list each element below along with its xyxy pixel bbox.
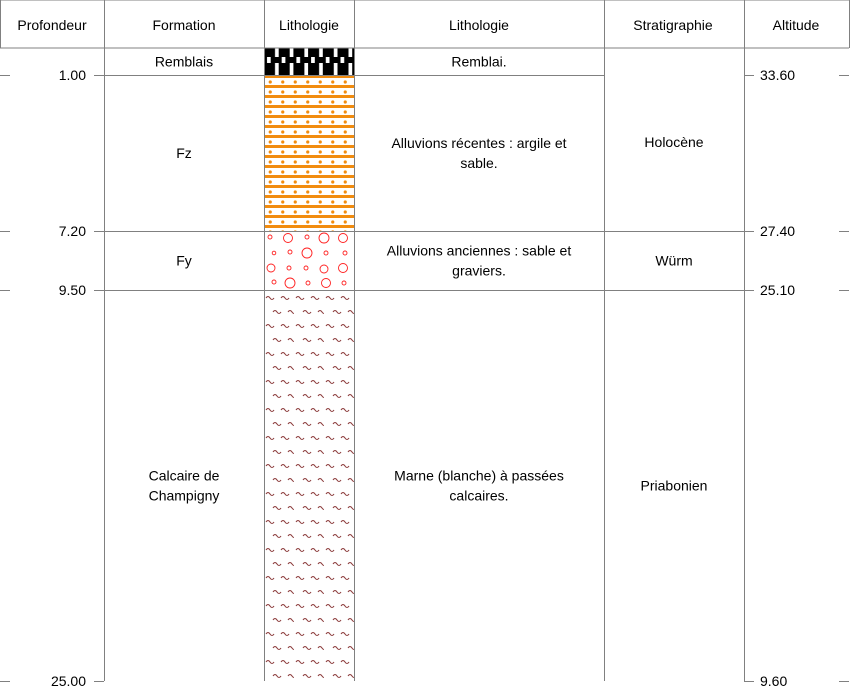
lithology-pattern-column: [265, 48, 354, 681]
formation-label-line: Champigny: [148, 487, 220, 504]
stratigraphy-label: Holocène: [644, 134, 704, 150]
header-stratigraphy: Stratigraphie: [633, 17, 713, 33]
remblai-pattern: [265, 48, 354, 75]
alluvions-anciennes-pattern: [265, 231, 354, 290]
depth-tick-label: 7.20: [58, 223, 86, 239]
header-lithology-pattern: Lithologie: [279, 17, 339, 33]
altitude-tick-label: 25.10: [760, 282, 796, 298]
header-formation: Formation: [152, 17, 216, 33]
depth-tick-label: 1.00: [58, 67, 86, 83]
header-depth: Profondeur: [17, 17, 87, 33]
lithology-description-line: graviers.: [452, 262, 506, 279]
header-altitude: Altitude: [772, 17, 820, 33]
lithology-description-line: Marne (blanche) à passées: [394, 467, 564, 484]
formation-label: [176, 253, 192, 269]
lithology-description-line: Alluvions récentes : argile et: [391, 135, 567, 151]
lithology-description-line: Alluvions anciennes : sable et: [386, 242, 572, 259]
alluvions-recentes-pattern: [265, 75, 354, 231]
formation-label-line: Fy: [176, 252, 192, 269]
header-lithology-description: Lithologie: [449, 17, 509, 33]
formation-label-line: Remblais: [154, 53, 214, 70]
depth-tick-label: 25.00: [50, 673, 86, 689]
formation-label-line: Calcaire de: [148, 467, 220, 484]
formation-label-line: Fz: [176, 145, 192, 161]
lithology-description: [394, 468, 564, 504]
lithology-description: [387, 243, 572, 279]
stratigraphy-label: Priabonien: [640, 477, 708, 494]
altitude-tick-label: 33.60: [760, 67, 796, 83]
lithology-description-line: sable.: [460, 155, 498, 171]
formation-label: [176, 145, 192, 161]
formation-label: [155, 54, 213, 70]
lithology-description: [451, 54, 506, 70]
header-row: [17, 17, 819, 33]
lithology-description-line: Remblai.: [451, 53, 507, 70]
lithology-description: [391, 135, 566, 171]
altitude-tick-label: 9.60: [760, 673, 788, 689]
lithology-description-line: calcaires.: [449, 487, 509, 504]
marne-pattern: [265, 290, 354, 681]
formation-label: [149, 468, 220, 504]
stratigraphy-label: Würm: [655, 252, 693, 269]
depth-tick-label: 9.50: [58, 282, 86, 298]
altitude-tick-label: 27.40: [760, 223, 796, 239]
log-cells: [51, 54, 795, 690]
